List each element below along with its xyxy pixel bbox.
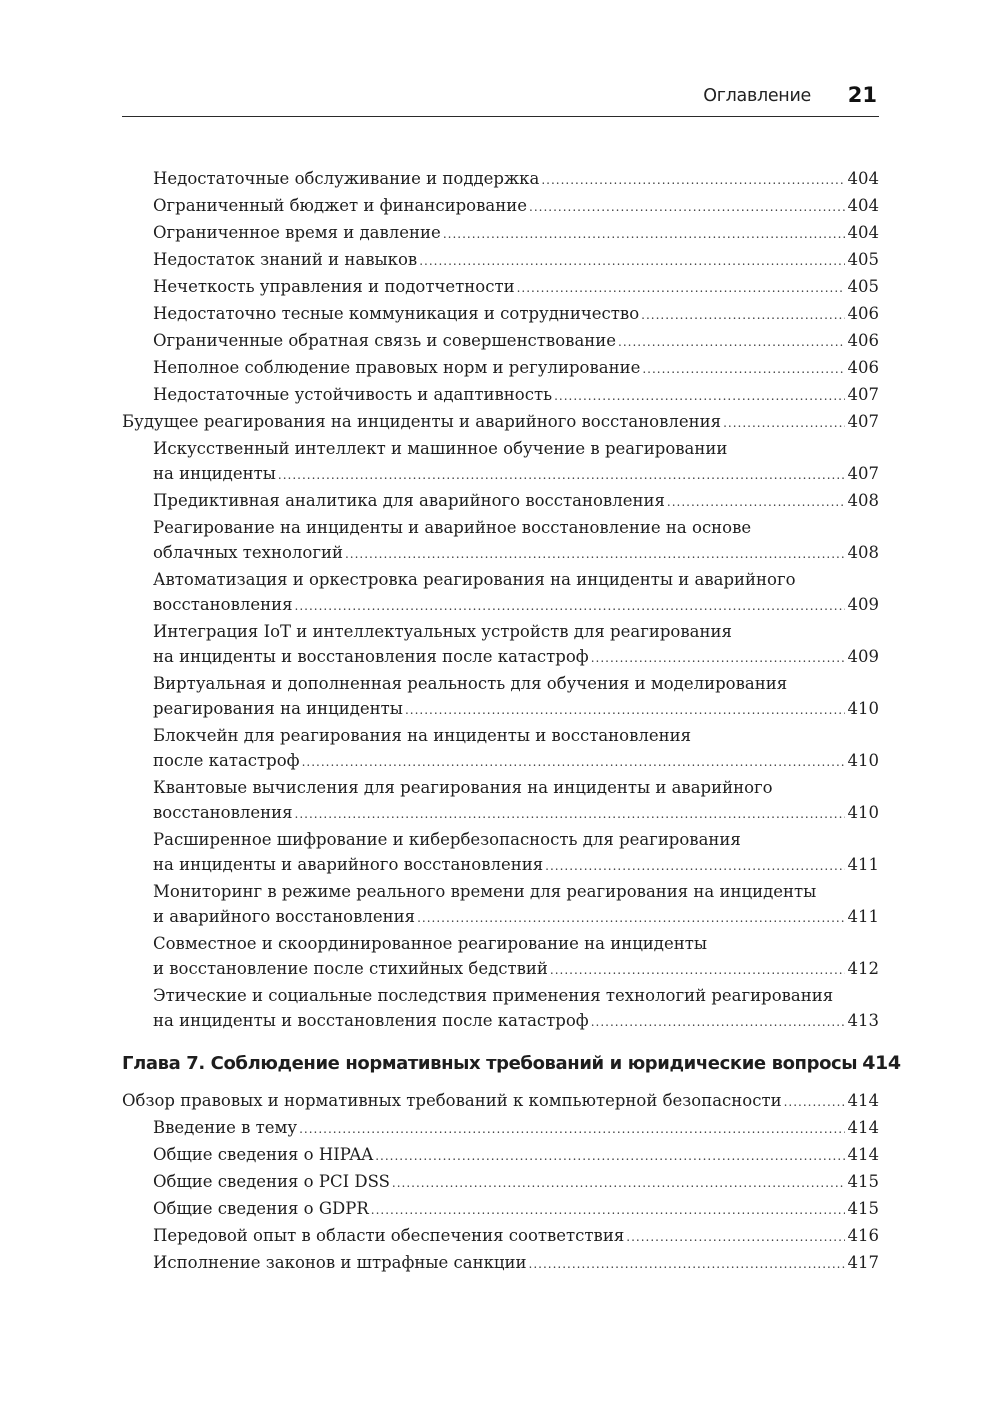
dot-leader — [392, 1171, 845, 1196]
toc-entry[interactable] — [122, 1088, 879, 1115]
toc-entry-row — [153, 644, 879, 671]
toc-entry[interactable] — [122, 301, 879, 328]
toc-page-number: 404 — [847, 196, 879, 215]
toc-entry-row — [153, 461, 879, 488]
toc-page-number: 405 — [847, 250, 879, 269]
dot-leader — [591, 646, 845, 671]
toc-entry-title: Ограниченный бюджет и финансирование — [153, 193, 529, 218]
toc-entry[interactable] — [122, 382, 879, 409]
toc-entry-title-line: Реагирование на инциденты и аварийное восстановление на основе — [153, 518, 752, 537]
toc-entry[interactable] — [122, 567, 879, 619]
dot-leader — [591, 1010, 845, 1035]
toc-entry-title-line: Блокчейн для реагирования на инциденты и восстановления — [153, 726, 692, 745]
toc-entry-row — [153, 382, 879, 409]
toc-entry[interactable] — [122, 619, 879, 671]
toc-page-number: 406 — [847, 304, 879, 323]
toc-page-number: 414 — [847, 1145, 879, 1164]
toc-entry[interactable] — [122, 723, 879, 775]
toc-entry-title: Будущее реагирования на инциденты и аварийного восстановления — [122, 409, 723, 434]
toc-entry-title: Передовой опыт в области обеспечения соответствия — [153, 1223, 626, 1248]
toc-entry[interactable] — [122, 983, 879, 1035]
toc-entry[interactable] — [122, 436, 879, 488]
toc-page-number: 415 — [847, 1199, 879, 1218]
dot-leader — [299, 1117, 844, 1142]
table-of-contents — [122, 166, 901, 1277]
toc-page-number: 405 — [847, 277, 879, 296]
toc-page-number: 411 — [847, 907, 879, 926]
toc-page-number: 406 — [847, 358, 879, 377]
toc-entry-title: Ограниченные обратная связь и совершенствование — [153, 328, 618, 353]
dot-leader — [371, 1198, 845, 1223]
toc-page-number: 412 — [847, 959, 879, 978]
toc-entry[interactable] — [122, 247, 879, 274]
toc-entry[interactable] — [122, 488, 879, 515]
toc-entry-row — [153, 1169, 879, 1196]
toc-entry[interactable] — [122, 274, 879, 301]
toc-entry[interactable] — [122, 1223, 879, 1250]
toc-entry-row — [153, 328, 879, 355]
toc-chapter-entry[interactable] — [122, 1050, 901, 1078]
toc-page-number: 414 — [847, 1118, 879, 1137]
toc-entry[interactable] — [122, 671, 879, 723]
toc-entry-row — [153, 1008, 879, 1035]
toc-entry[interactable] — [122, 1142, 879, 1169]
toc-entry-row — [153, 220, 879, 247]
dot-leader — [517, 276, 845, 301]
toc-entry-title: Неполное соблюдение правовых норм и регулирование — [153, 355, 642, 380]
toc-page-number: 407 — [847, 412, 879, 431]
toc-entry[interactable] — [122, 1196, 879, 1223]
toc-page-number: 410 — [847, 803, 879, 822]
toc-entry-title: Исполнение законов и штрафные санкции — [153, 1250, 529, 1275]
dot-leader — [302, 750, 845, 775]
toc-entry-row — [153, 488, 879, 515]
toc-page-number: 410 — [847, 751, 879, 770]
toc-entry[interactable] — [122, 409, 879, 436]
toc-entry[interactable] — [122, 879, 879, 931]
toc-entry-row — [153, 800, 879, 827]
toc-entry-title-line: Мониторинг в режиме реального времени для реагирования на инциденты — [153, 882, 817, 901]
toc-entry-row — [153, 592, 879, 619]
toc-entry-row — [122, 1088, 879, 1115]
toc-page-number: 413 — [847, 1011, 879, 1030]
toc-entry-row — [153, 355, 879, 382]
toc-entry-title-line: Виртуальная и дополненная реальность для обучения и моделирования — [153, 674, 788, 693]
toc-entry-row — [153, 274, 879, 301]
toc-entry-row — [153, 1142, 879, 1169]
toc-entry-row — [153, 301, 879, 328]
toc-page-number: 407 — [847, 464, 879, 483]
dot-leader — [784, 1090, 845, 1115]
toc-entry-row — [153, 166, 879, 193]
toc-page-number: 407 — [847, 385, 879, 404]
toc-entry-row — [153, 904, 879, 931]
toc-entry-title-line: Квантовые вычисления для реагирования на инциденты и аварийного — [153, 778, 773, 797]
dot-leader — [618, 330, 844, 355]
dot-leader — [554, 384, 844, 409]
dot-leader — [723, 411, 844, 436]
toc-page-number: 408 — [847, 491, 879, 510]
dot-leader — [345, 542, 845, 567]
dot-leader — [375, 1144, 844, 1169]
toc-entry-row — [153, 1196, 879, 1223]
toc-page-number: 411 — [847, 855, 879, 874]
toc-page-number: 417 — [847, 1253, 879, 1272]
toc-entry-row — [153, 852, 879, 879]
toc-entry[interactable] — [122, 1115, 879, 1142]
dot-leader — [529, 195, 845, 220]
toc-entry-title: Нечеткость управления и подотчетности — [153, 274, 517, 299]
toc-entry[interactable] — [122, 220, 879, 247]
toc-entry-title: и аварийного восстановления — [153, 904, 417, 929]
toc-entry-title-line: Расширенное шифрование и кибербезопасность для реагирования — [153, 830, 741, 849]
dot-leader — [295, 802, 845, 827]
toc-page-number: 416 — [847, 1226, 879, 1245]
toc-entry[interactable] — [122, 328, 879, 355]
dot-leader — [419, 249, 844, 274]
toc-entry-title-line: Совместное и скоординированное реагирование на инциденты — [153, 934, 707, 953]
toc-entry[interactable] — [122, 827, 879, 879]
toc-page-number: 404 — [847, 223, 879, 242]
toc-page-number: 415 — [847, 1172, 879, 1191]
toc-entry-row — [153, 540, 879, 567]
dot-leader — [405, 698, 845, 723]
toc-entry[interactable] — [122, 193, 879, 220]
toc-entry-title: Общие сведения о GDPR — [153, 1196, 371, 1221]
toc-entry-title: Введение в тему — [153, 1115, 299, 1140]
toc-entry-row — [153, 247, 879, 274]
toc-entry-title: Общие сведения о PCI DSS — [153, 1169, 392, 1194]
toc-entry-row — [153, 1115, 879, 1142]
toc-entry-title: на инциденты и аварийного восстановления — [153, 852, 545, 877]
dot-leader — [545, 854, 844, 879]
dot-leader — [641, 303, 844, 328]
toc-entry-title: Предиктивная аналитика для аварийного восстановления — [153, 488, 667, 513]
toc-entry-title: Ограниченное время и давление — [153, 220, 443, 245]
toc-entry-title-line: Этические и социальные последствия применения технологий реагирования — [153, 986, 834, 1005]
page-number: 21 — [847, 83, 877, 107]
toc-entry-title: на инциденты и восстановления после катастроф — [153, 644, 591, 669]
toc-entry-title: Недостаточно тесные коммуникация и сотрудничество — [153, 301, 641, 326]
section-title: Оглавление — [703, 86, 811, 106]
toc-entry[interactable] — [122, 931, 879, 983]
toc-entry-title: Общие сведения о HIPAA — [153, 1142, 375, 1167]
toc-entry-title: и восстановление после стихийных бедствий — [153, 956, 550, 981]
toc-entry[interactable] — [122, 1250, 879, 1277]
toc-entry[interactable] — [122, 355, 879, 382]
toc-entry-row — [153, 696, 879, 723]
toc-entry[interactable] — [122, 775, 879, 827]
toc-page-number: 408 — [847, 543, 879, 562]
toc-entry-title: облачных технологий — [153, 540, 345, 565]
toc-entry-title-line: Интеграция IoT и интеллектуальных устройств для реагирования — [153, 622, 732, 641]
dot-leader — [417, 906, 844, 931]
toc-entry-row — [153, 1250, 879, 1277]
toc-page-number: 409 — [847, 595, 879, 614]
toc-page-number: 414 — [847, 1091, 879, 1110]
toc-entry-title: после катастроф — [153, 748, 302, 773]
dot-leader — [541, 168, 844, 193]
toc-entry-title: реагирования на инциденты — [153, 696, 405, 721]
dot-leader — [295, 594, 845, 619]
toc-entry[interactable] — [122, 515, 879, 567]
toc-entry-row — [122, 1050, 901, 1078]
toc-entry-row — [153, 956, 879, 983]
toc-entry-title: восстановления — [153, 592, 295, 617]
running-header — [122, 83, 879, 117]
toc-page-number: 406 — [847, 331, 879, 350]
toc-entry-title: Глава 7. Соблюдение нормативных требований и юридические вопросы — [122, 1051, 859, 1077]
toc-entry-row — [153, 1223, 879, 1250]
toc-entry-row — [122, 409, 879, 436]
dot-leader — [529, 1252, 845, 1277]
toc-entry[interactable] — [122, 1169, 879, 1196]
toc-entry-title: Недостаточные обслуживание и поддержка — [153, 166, 541, 191]
toc-entry-title: на инциденты — [153, 461, 278, 486]
dot-leader — [278, 463, 845, 488]
dot-leader — [642, 357, 844, 382]
dot-leader — [626, 1225, 844, 1250]
dot-leader — [550, 958, 845, 983]
toc-page-number: 410 — [847, 699, 879, 718]
toc-entry-title: Недостаточные устойчивость и адаптивность — [153, 382, 554, 407]
toc-entry[interactable] — [122, 166, 879, 193]
dot-leader — [667, 490, 845, 515]
toc-page-number: 409 — [847, 647, 879, 666]
toc-entry-title: восстановления — [153, 800, 295, 825]
toc-entry-title: Недостаток знаний и навыков — [153, 247, 419, 272]
toc-entry-row — [153, 193, 879, 220]
toc-page-number: 414 — [862, 1052, 901, 1074]
toc-entry-title: Обзор правовых и нормативных требований к компьютерной безопасности — [122, 1088, 784, 1113]
dot-leader — [443, 222, 845, 247]
toc-entry-row — [153, 748, 879, 775]
toc-page-number: 404 — [847, 169, 879, 188]
toc-entry-title-line: Автоматизация и оркестровка реагирования на инциденты и аварийного — [153, 570, 796, 589]
toc-entry-title-line: Искусственный интеллект и машинное обучение в реагировании — [153, 439, 728, 458]
toc-entry-title: на инциденты и восстановления после катастроф — [153, 1008, 591, 1033]
